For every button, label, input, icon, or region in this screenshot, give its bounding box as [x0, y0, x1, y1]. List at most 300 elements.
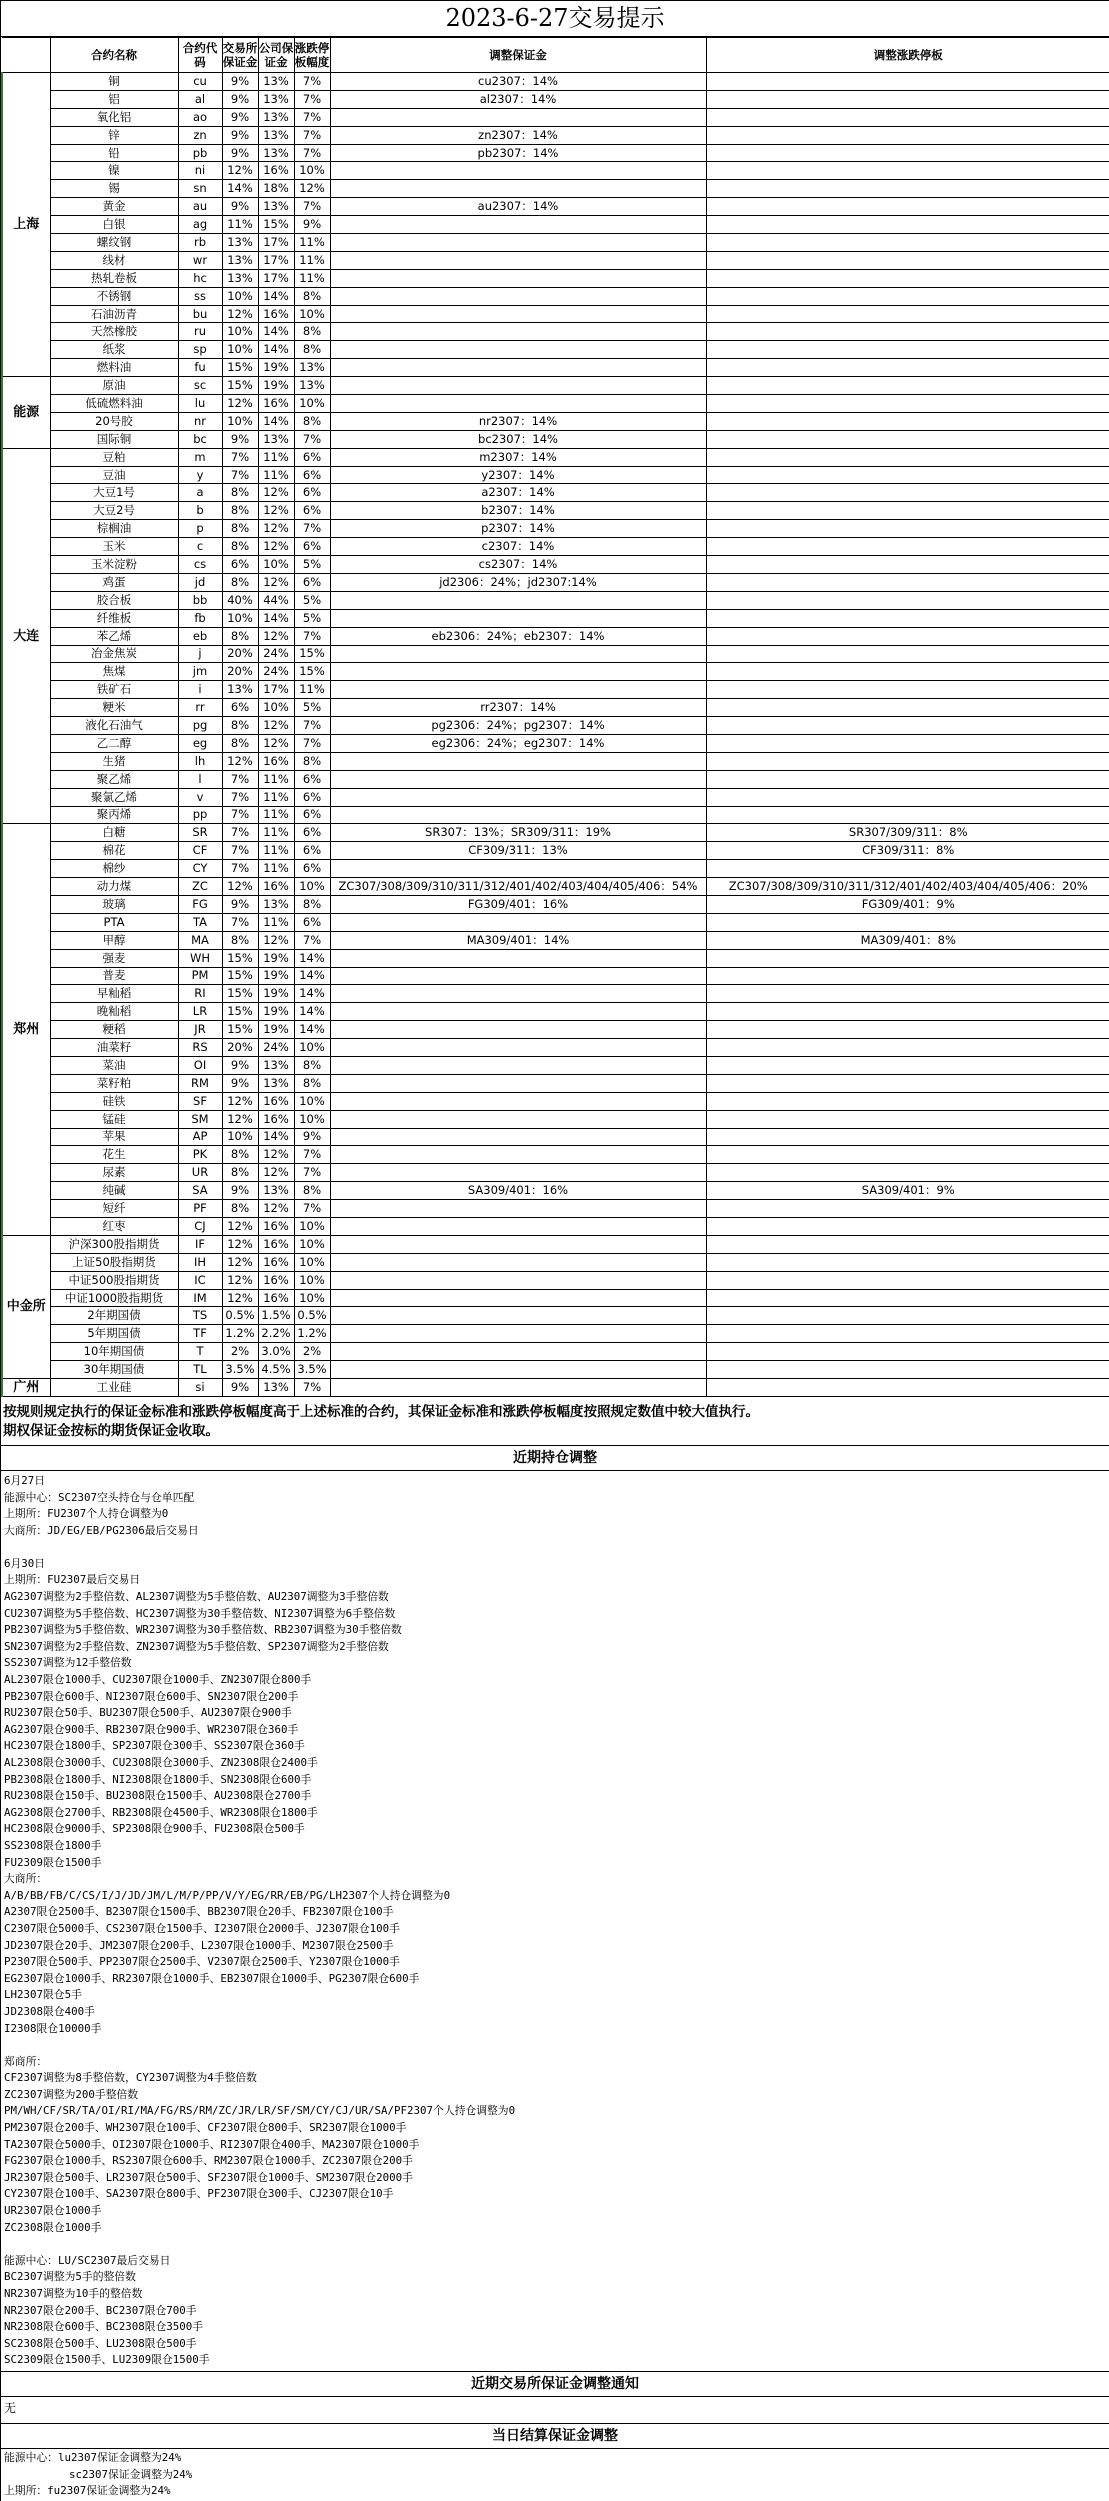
exchange-margin-cell: 12%: [222, 305, 258, 323]
position-adjust-text: 6月27日 能源中心：SC2307空头持仓与仓单匹配 上期所：FU2307个人持仓调整为0 大商所：JD/EG/EB/PG2306最后交易日 6月30日 上期所：FU2307最后交易日 AG2307调整为2手整倍数、AL2307调整为5手整倍数、AU2307调整为3手整倍数 CU2307调整为5手整倍数、HC2307调整为30手整倍数、NI2307调整为6手整倍数 PB2307调整为5手整倍数、WR2307调整为30手整倍数、RB2307调整为30手整倍数 SN2307调整为2手整倍数、ZN2307调整为5手整倍数、SP2307调整为2手整倍数 SS2307调整为12手整倍数 AL2307限仓1000手、CU2307限仓1000手、ZN2307限仓800手 PB2307限仓600手、NI2307限仓600手、SN2307限仓200手 RU2307限仓50手、BU2307限仓500手、AU2307限仓900手 AG2307限仓900手、RB2307限仓900手、WR2307限仓360手 HC2307限仓1800手、SP2307限仓300手、SS2307限仓360手 AL2308限仓3000手、CU2308限仓3000手、ZN2308限仓2400手 PB2308限仓1800手、NI2308限仓1800手、SN2308限仓600手 RU2308限仓150手、BU2308限仓1500手、AU2308限仓2700手 AG2308限仓2700手、RB2308限仓4500手、WR2308限仓1800手 HC2308限仓9000手、SP2308限仓900手、FU2308限仓500手 SS2308限仓1800手 FU2309限仓1500手 大商所： A/B/BB/FB/C/CS/I/J/JD/JM/L/M/P/PP/V/Y/EG/RR/EB/PG/LH2307个人持仓调整为0 A2307限仓2500手、B2307限仓1500手、BB2307限仓20手、FB2307限仓100手 C2307限仓5000手、CS2307限仓1500手、I2307限仓2000手、J2307限仓100手 JD2307限仓20手、JM2307限仓200手、L2307限仓1000手、M2307限仓2500手 P2307限仓500手、PP2307限仓2500手、V2307限仓2500手、Y2307限仓1000手 EG2307限仓1000手、RR2307限仓1000手、EB2307限仓1000手、PG2307限仓600手 LH2307限仓5手 JD2308限仓400手 I2308限仓10000手 郑商所： CF2307调整为8手整倍数，CY2307调整为4手整倍数 ZC2307调整为200手整倍数 PM/WH/CF/SR/TA/OI/RI/MA/FG/RS/RM/ZC/JR/LR/SF/SM/CY/CJ/UR/SA/PF2307个人持仓调整为0 PM2307限仓200手、WH2307限仓100手、CF2307限仓800手、SR2307限仓1000手 TA2307限仓5000手、OI2307限仓1000手、RI2307限仓400手、MA2307限仓1000手 FG2307限仓1000手、RS2307限仓600手、RM2307限仓1000手、ZC2307限仓200手 JR2307限仓500手、LR2307限仓500手、SF2307限仓1000手、SM2307限仓2000手 CY2307限仓100手、SA2307限仓800手、PF2307限仓300手、CJ2307限仓10手 UR2307限仓1000手 ZC2308限仓1000手 能源中心：LU/SC2307最后交易日 BC2307调整为5手的整倍数 NR2307调整为10手的整倍数 NR2307限仓200手、BC2307限仓700手 NR2308限仓600手、BC2308限仓3500手 SC2308限仓500手、LU2308限仓500手 SC2309限仓1500手、LU2309限仓1500手: [1, 1471, 1109, 2372]
adjust-margin-cell: [330, 1253, 706, 1271]
company-margin-cell: 17%: [258, 251, 294, 269]
adjust-limit-cell: [706, 502, 1109, 520]
contract-code-cell: a: [178, 484, 222, 502]
contract-code-cell: ao: [178, 108, 222, 126]
table-header: [2, 38, 1109, 73]
limit-range-cell: 7%: [294, 1200, 330, 1218]
exchange-margin-cell: 13%: [222, 234, 258, 252]
company-margin-cell: 11%: [258, 770, 294, 788]
contract-code-cell: al: [178, 90, 222, 108]
contract-code-cell: wr: [178, 251, 222, 269]
limit-range-cell: 6%: [294, 860, 330, 878]
exchange-margin-cell: 8%: [222, 627, 258, 645]
adjust-margin-cell: m2307：14%: [330, 448, 706, 466]
limit-range-cell: 6%: [294, 770, 330, 788]
adjust-limit-cell: [706, 609, 1109, 627]
adjust-margin-cell: jd2306：24%；jd2307:14%: [330, 573, 706, 591]
limit-range-cell: 8%: [294, 1182, 330, 1200]
contract-name-cell: 热轧卷板: [50, 269, 178, 287]
adjust-limit-cell: ZC307/308/309/310/311/312/401/402/403/404/405/406：20%: [706, 878, 1109, 896]
contract-name-cell: 棉花: [50, 842, 178, 860]
company-margin-cell: 14%: [258, 609, 294, 627]
adjust-margin-cell: [330, 752, 706, 770]
company-margin-cell: 13%: [258, 73, 294, 91]
adjust-margin-cell: SR307：13%；SR309/311：19%: [330, 824, 706, 842]
company-margin-cell: 12%: [258, 1200, 294, 1218]
company-margin-cell: 16%: [258, 878, 294, 896]
contract-name-cell: 中证1000股指期货: [50, 1289, 178, 1307]
contract-code-cell: fb: [178, 609, 222, 627]
table-row: [2, 931, 1109, 949]
limit-range-cell: 6%: [294, 788, 330, 806]
contract-name-cell: 铁矿石: [50, 681, 178, 699]
contract-code-cell: ZC: [178, 878, 222, 896]
contract-code-cell: ag: [178, 216, 222, 234]
limit-range-cell: 7%: [294, 1146, 330, 1164]
rule-note: 按规则规定执行的保证金标准和涨跌停板幅度高于上述标准的合约，其保证金标准和涨跌停板幅度按照规定数值中较大值执行。 期权保证金按标的期货保证金收取。: [1, 1397, 1109, 1446]
limit-range-cell: 10%: [294, 1039, 330, 1057]
table-row: [2, 1182, 1109, 1200]
contract-code-cell: ru: [178, 323, 222, 341]
settle-adjust-title: 当日结算保证金调整: [1, 2424, 1109, 2449]
adjust-limit-cell: [706, 1128, 1109, 1146]
adjust-margin-cell: [330, 269, 706, 287]
limit-range-cell: 5%: [294, 609, 330, 627]
adjust-limit-cell: [706, 484, 1109, 502]
table-row: [2, 90, 1109, 108]
contract-name-cell: 硅铁: [50, 1092, 178, 1110]
margin-table: [1, 37, 1109, 1397]
contract-name-cell: 玻璃: [50, 895, 178, 913]
company-margin-cell: 14%: [258, 341, 294, 359]
contract-code-cell: rr: [178, 699, 222, 717]
table-row: [2, 73, 1109, 91]
exchange-margin-cell: 8%: [222, 520, 258, 538]
table-row: [2, 1271, 1109, 1289]
exchange-margin-cell: 9%: [222, 144, 258, 162]
exchange-cell: 大连: [2, 448, 50, 824]
limit-range-cell: 7%: [294, 126, 330, 144]
company-margin-cell: 3.0%: [258, 1343, 294, 1361]
adjust-limit-cell: [706, 1325, 1109, 1343]
adjust-margin-cell: FG309/401：16%: [330, 895, 706, 913]
adjust-limit-cell: [706, 1271, 1109, 1289]
exchange-cell: 郑州: [2, 824, 50, 1235]
company-margin-cell: 10%: [258, 556, 294, 574]
contract-code-cell: m: [178, 448, 222, 466]
adjust-limit-cell: [706, 538, 1109, 556]
contract-name-cell: 镍: [50, 162, 178, 180]
company-margin-cell: 16%: [258, 162, 294, 180]
adjust-margin-cell: [330, 395, 706, 413]
header-exchange: [2, 38, 50, 73]
limit-range-cell: 8%: [294, 1056, 330, 1074]
adjust-margin-cell: [330, 609, 706, 627]
adjust-limit-cell: [706, 1074, 1109, 1092]
adjust-margin-cell: [330, 1361, 706, 1379]
contract-name-cell: 石油沥青: [50, 305, 178, 323]
company-margin-cell: 19%: [258, 1003, 294, 1021]
adjust-limit-cell: [706, 1092, 1109, 1110]
contract-name-cell: 生猪: [50, 752, 178, 770]
company-margin-cell: 14%: [258, 323, 294, 341]
adjust-limit-cell: [706, 645, 1109, 663]
contract-name-cell: 豆油: [50, 466, 178, 484]
exchange-margin-cell: 14%: [222, 180, 258, 198]
contract-name-cell: 菜籽粕: [50, 1074, 178, 1092]
exchange-margin-cell: 12%: [222, 1289, 258, 1307]
exchange-margin-cell: 8%: [222, 1200, 258, 1218]
limit-range-cell: 10%: [294, 1271, 330, 1289]
contract-name-cell: 粳稻: [50, 1021, 178, 1039]
table-row: [2, 520, 1109, 538]
contract-name-cell: 低硫燃料油: [50, 395, 178, 413]
adjust-limit-cell: [706, 269, 1109, 287]
table-row: [2, 1307, 1109, 1325]
exchange-margin-cell: 8%: [222, 484, 258, 502]
adjust-limit-cell: [706, 216, 1109, 234]
contract-name-cell: 2年期国债: [50, 1307, 178, 1325]
contract-name-cell: 纸浆: [50, 341, 178, 359]
adjust-margin-cell: [330, 1379, 706, 1397]
limit-range-cell: 7%: [294, 734, 330, 752]
limit-range-cell: 8%: [294, 895, 330, 913]
contract-name-cell: 油菜籽: [50, 1039, 178, 1057]
exchange-margin-cell: 9%: [222, 1074, 258, 1092]
exchange-margin-cell: 10%: [222, 341, 258, 359]
header-code: 合约代码: [178, 38, 222, 73]
table-row: [2, 770, 1109, 788]
contract-name-cell: 豆粕: [50, 448, 178, 466]
adjust-limit-cell: [706, 1218, 1109, 1236]
adjust-margin-cell: nr2307：14%: [330, 412, 706, 430]
header-exchange-margin: 交易所保证金: [222, 38, 258, 73]
contract-code-cell: RS: [178, 1039, 222, 1057]
company-margin-cell: 14%: [258, 412, 294, 430]
company-margin-cell: 16%: [258, 1253, 294, 1271]
adjust-limit-cell: [706, 90, 1109, 108]
adjust-limit-cell: [706, 1056, 1109, 1074]
table-row: [2, 1343, 1109, 1361]
exchange-margin-cell: 8%: [222, 538, 258, 556]
adjust-limit-cell: [706, 430, 1109, 448]
exchange-margin-cell: 12%: [222, 1110, 258, 1128]
table-row: [2, 842, 1109, 860]
company-margin-cell: 13%: [258, 198, 294, 216]
company-margin-cell: 16%: [258, 1235, 294, 1253]
contract-name-cell: 不锈钢: [50, 287, 178, 305]
adjust-limit-cell: [706, 1110, 1109, 1128]
adjust-margin-cell: [330, 1128, 706, 1146]
contract-code-cell: CJ: [178, 1218, 222, 1236]
adjust-limit-cell: [706, 985, 1109, 1003]
table-row: [2, 860, 1109, 878]
contract-name-cell: 短纤: [50, 1200, 178, 1218]
contract-code-cell: lu: [178, 395, 222, 413]
table-row: [2, 359, 1109, 377]
adjust-margin-cell: y2307：14%: [330, 466, 706, 484]
adjust-limit-cell: [706, 788, 1109, 806]
adjust-limit-cell: [706, 1003, 1109, 1021]
company-margin-cell: 13%: [258, 108, 294, 126]
limit-range-cell: 7%: [294, 73, 330, 91]
adjust-margin-cell: [330, 1164, 706, 1182]
contract-name-cell: 工业硅: [50, 1379, 178, 1397]
exchange-margin-cell: 8%: [222, 717, 258, 735]
adjust-limit-cell: [706, 1289, 1109, 1307]
contract-code-cell: ss: [178, 287, 222, 305]
table-row: [2, 538, 1109, 556]
exchange-margin-cell: 15%: [222, 377, 258, 395]
table-row: [2, 556, 1109, 574]
limit-range-cell: 7%: [294, 108, 330, 126]
contract-name-cell: 冶金焦炭: [50, 645, 178, 663]
contract-name-cell: 天然橡胶: [50, 323, 178, 341]
adjust-limit-cell: [706, 395, 1109, 413]
adjust-margin-cell: zn2307：14%: [330, 126, 706, 144]
company-margin-cell: 16%: [258, 305, 294, 323]
exchange-margin-cell: 7%: [222, 824, 258, 842]
contract-code-cell: fu: [178, 359, 222, 377]
exchange-margin-cell: 9%: [222, 73, 258, 91]
company-margin-cell: 12%: [258, 520, 294, 538]
contract-name-cell: 早籼稻: [50, 985, 178, 1003]
table-row: [2, 1379, 1109, 1397]
exchange-margin-cell: 15%: [222, 967, 258, 985]
company-margin-cell: 11%: [258, 806, 294, 824]
adjust-limit-cell: [706, 144, 1109, 162]
contract-name-cell: 聚丙烯: [50, 806, 178, 824]
adjust-limit-cell: [706, 967, 1109, 985]
contract-name-cell: 聚乙烯: [50, 770, 178, 788]
company-margin-cell: 19%: [258, 967, 294, 985]
contract-code-cell: pg: [178, 717, 222, 735]
limit-range-cell: 8%: [294, 341, 330, 359]
adjust-margin-cell: [330, 341, 706, 359]
adjust-margin-cell: [330, 1307, 706, 1325]
contract-name-cell: 粳米: [50, 699, 178, 717]
contract-name-cell: 玉米淀粉: [50, 556, 178, 574]
exchange-margin-cell: 8%: [222, 734, 258, 752]
limit-range-cell: 10%: [294, 162, 330, 180]
adjust-limit-cell: [706, 1146, 1109, 1164]
exchange-margin-cell: 12%: [222, 1253, 258, 1271]
contract-name-cell: 动力煤: [50, 878, 178, 896]
limit-range-cell: 7%: [294, 627, 330, 645]
company-margin-cell: 19%: [258, 377, 294, 395]
contract-code-cell: IH: [178, 1253, 222, 1271]
adjust-margin-cell: [330, 985, 706, 1003]
limit-range-cell: 1.2%: [294, 1325, 330, 1343]
exchange-margin-cell: 8%: [222, 931, 258, 949]
company-margin-cell: 11%: [258, 788, 294, 806]
exchange-margin-cell: 15%: [222, 949, 258, 967]
table-row: [2, 734, 1109, 752]
table-row: [2, 609, 1109, 627]
table-row: [2, 502, 1109, 520]
limit-range-cell: 0.5%: [294, 1307, 330, 1325]
company-margin-cell: 4.5%: [258, 1361, 294, 1379]
contract-code-cell: lh: [178, 752, 222, 770]
adjust-margin-cell: [330, 663, 706, 681]
adjust-limit-cell: CF309/311：8%: [706, 842, 1109, 860]
contract-name-cell: 10年期国债: [50, 1343, 178, 1361]
exchange-margin-cell: 12%: [222, 1218, 258, 1236]
contract-code-cell: nr: [178, 412, 222, 430]
exchange-margin-cell: 13%: [222, 251, 258, 269]
exchange-margin-cell: 7%: [222, 806, 258, 824]
exchange-margin-cell: 7%: [222, 788, 258, 806]
adjust-margin-cell: [330, 305, 706, 323]
exchange-margin-cell: 7%: [222, 860, 258, 878]
company-margin-cell: 13%: [258, 430, 294, 448]
table-row: [2, 699, 1109, 717]
contract-code-cell: zn: [178, 126, 222, 144]
adjust-limit-cell: [706, 913, 1109, 931]
adjust-margin-cell: [330, 913, 706, 931]
limit-range-cell: 8%: [294, 323, 330, 341]
adjust-limit-cell: [706, 341, 1109, 359]
adjust-margin-cell: pg2306：24%；pg2307：14%: [330, 717, 706, 735]
adjust-margin-cell: [330, 216, 706, 234]
contract-code-cell: bu: [178, 305, 222, 323]
company-margin-cell: 19%: [258, 985, 294, 1003]
adjust-margin-cell: [330, 645, 706, 663]
company-margin-cell: 13%: [258, 90, 294, 108]
limit-range-cell: 6%: [294, 824, 330, 842]
company-margin-cell: 16%: [258, 1218, 294, 1236]
contract-name-cell: 原油: [50, 377, 178, 395]
adjust-limit-cell: [706, 520, 1109, 538]
company-margin-cell: 19%: [258, 949, 294, 967]
table-row: [2, 395, 1109, 413]
contract-name-cell: 锡: [50, 180, 178, 198]
adjust-limit-cell: [706, 699, 1109, 717]
limit-range-cell: 14%: [294, 1003, 330, 1021]
limit-range-cell: 13%: [294, 359, 330, 377]
adjust-margin-cell: [330, 180, 706, 198]
adjust-margin-cell: cs2307：14%: [330, 556, 706, 574]
adjust-margin-cell: [330, 949, 706, 967]
adjust-margin-cell: [330, 1235, 706, 1253]
adjust-limit-cell: [706, 1253, 1109, 1271]
adjust-limit-cell: [706, 162, 1109, 180]
adjust-margin-cell: [330, 591, 706, 609]
contract-name-cell: 国际铜: [50, 430, 178, 448]
adjust-limit-cell: [706, 198, 1109, 216]
limit-range-cell: 7%: [294, 520, 330, 538]
table-row: [2, 341, 1109, 359]
adjust-limit-cell: [706, 752, 1109, 770]
contract-name-cell: 锌: [50, 126, 178, 144]
company-margin-cell: 13%: [258, 126, 294, 144]
adjust-limit-cell: SA309/401：9%: [706, 1182, 1109, 1200]
exchange-margin-cell: 15%: [222, 985, 258, 1003]
adjust-limit-cell: [706, 806, 1109, 824]
table-row: [2, 377, 1109, 395]
adjust-limit-cell: [706, 126, 1109, 144]
adjust-margin-cell: a2307：14%: [330, 484, 706, 502]
table-row: [2, 412, 1109, 430]
contract-code-cell: CF: [178, 842, 222, 860]
company-margin-cell: 12%: [258, 484, 294, 502]
exchange-margin-cell: 13%: [222, 681, 258, 699]
adjust-margin-cell: [330, 681, 706, 699]
company-margin-cell: 14%: [258, 1128, 294, 1146]
table-row: [2, 967, 1109, 985]
exchange-margin-cell: 12%: [222, 878, 258, 896]
contract-name-cell: 甲醇: [50, 931, 178, 949]
adjust-limit-cell: [706, 448, 1109, 466]
company-margin-cell: 2.2%: [258, 1325, 294, 1343]
exchange-margin-cell: 15%: [222, 1003, 258, 1021]
adjust-margin-cell: [330, 1343, 706, 1361]
company-margin-cell: 12%: [258, 1146, 294, 1164]
contract-code-cell: TA: [178, 913, 222, 931]
adjust-margin-cell: bc2307：14%: [330, 430, 706, 448]
limit-range-cell: 7%: [294, 144, 330, 162]
table-row: [2, 1146, 1109, 1164]
contract-name-cell: 沪深300股指期货: [50, 1235, 178, 1253]
contract-code-cell: au: [178, 198, 222, 216]
company-margin-cell: 13%: [258, 1074, 294, 1092]
company-margin-cell: 15%: [258, 216, 294, 234]
adjust-margin-cell: [330, 1289, 706, 1307]
adjust-margin-cell: [330, 377, 706, 395]
limit-range-cell: 10%: [294, 1253, 330, 1271]
company-margin-cell: 24%: [258, 663, 294, 681]
contract-code-cell: RM: [178, 1074, 222, 1092]
adjust-limit-cell: SR307/309/311：8%: [706, 824, 1109, 842]
table-row: [2, 949, 1109, 967]
limit-range-cell: 13%: [294, 377, 330, 395]
adjust-margin-cell: [330, 806, 706, 824]
adjust-margin-cell: [330, 967, 706, 985]
adjust-margin-cell: pb2307：14%: [330, 144, 706, 162]
company-margin-cell: 11%: [258, 466, 294, 484]
limit-range-cell: 15%: [294, 663, 330, 681]
header-adjust-margin: 调整保证金: [330, 38, 706, 73]
adjust-margin-cell: al2307：14%: [330, 90, 706, 108]
table-row: [2, 466, 1109, 484]
exchange-margin-cell: 7%: [222, 913, 258, 931]
limit-range-cell: 14%: [294, 949, 330, 967]
adjust-margin-cell: [330, 860, 706, 878]
adjust-limit-cell: [706, 734, 1109, 752]
exchange-margin-cell: 7%: [222, 448, 258, 466]
table-row: [2, 305, 1109, 323]
table-row: [2, 1074, 1109, 1092]
limit-range-cell: 9%: [294, 216, 330, 234]
adjust-limit-cell: [706, 860, 1109, 878]
adjust-limit-cell: [706, 377, 1109, 395]
contract-name-cell: 上证50股指期货: [50, 1253, 178, 1271]
contract-name-cell: 聚氯乙烯: [50, 788, 178, 806]
company-margin-cell: 16%: [258, 752, 294, 770]
position-adjust-title: 近期持仓调整: [1, 1446, 1109, 1471]
table-row: [2, 681, 1109, 699]
exchange-margin-cell: 15%: [222, 1021, 258, 1039]
limit-range-cell: 11%: [294, 234, 330, 252]
adjust-margin-cell: [330, 251, 706, 269]
company-margin-cell: 16%: [258, 1092, 294, 1110]
company-margin-cell: 12%: [258, 502, 294, 520]
contract-code-cell: hc: [178, 269, 222, 287]
header-name: 合约名称: [50, 38, 178, 73]
contract-name-cell: 20号胶: [50, 412, 178, 430]
table-row: [2, 1021, 1109, 1039]
